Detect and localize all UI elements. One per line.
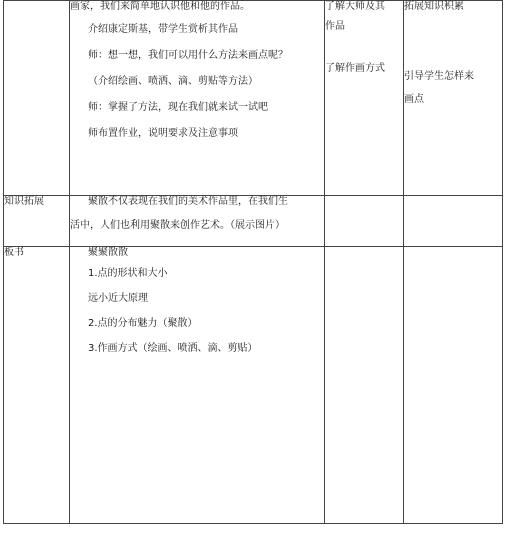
process-line: 画家，我们来简单地认识他和他的作品。	[70, 1, 250, 12]
knowledge-label-cell	[4, 196, 70, 247]
process-line: 师布置作业，说明要求及注意事项	[88, 128, 238, 139]
design-intent-cell	[404, 1, 503, 196]
design-intent-line: 拓展知识积累	[404, 1, 464, 12]
board-empty-cell	[325, 247, 404, 524]
knowledge-empty-cell	[325, 196, 404, 247]
student-activity-line: 作品	[325, 21, 345, 32]
board-line: 3.作画方式（绘画、喷洒、滴、剪贴）	[88, 343, 258, 354]
process-line: （介绍绘画、喷洒、滴、剪贴等方法）	[88, 76, 258, 87]
board-empty-cell	[404, 247, 503, 524]
process-line: 介绍康定斯基，带学生赏析其作品	[88, 24, 238, 35]
row-knowledge	[4, 196, 503, 247]
student-activity-line: 了解作画方式	[325, 63, 385, 74]
board-label: 板书	[4, 247, 24, 258]
row-board	[4, 247, 503, 524]
board-content-cell	[70, 247, 325, 524]
design-intent-line: 引导学生怎样来	[404, 71, 474, 82]
knowledge-label: 知识拓展	[4, 196, 44, 207]
board-label-cell	[4, 247, 70, 524]
knowledge-empty-cell	[404, 196, 503, 247]
knowledge-content-cell	[70, 196, 325, 247]
process-label-cell	[4, 1, 70, 196]
board-line: 2.点的分布魅力（聚散）	[88, 318, 198, 329]
process-line: 师：掌握了方法，现在我们就来试一试吧	[88, 102, 268, 113]
process-content-cell	[70, 1, 325, 196]
knowledge-line: 聚散不仅表现在我们的美术作品里，在我们生	[88, 196, 288, 207]
process-line: 师：想一想，我们可以用什么方法来画点呢？	[88, 50, 288, 61]
board-line: 1.点的形状和大小	[88, 268, 168, 279]
board-line: 聚聚散散	[88, 247, 128, 258]
row-process	[4, 1, 503, 196]
board-line: 远小近大原理	[88, 293, 148, 304]
knowledge-line: 活中，人们也利用聚散来创作艺术。（展示图片）	[70, 220, 285, 231]
design-intent-line: 画点	[404, 94, 424, 105]
student-activity-cell	[325, 1, 404, 196]
student-activity-line: 了解大师及其	[325, 1, 385, 12]
lesson-plan-table	[3, 0, 503, 524]
